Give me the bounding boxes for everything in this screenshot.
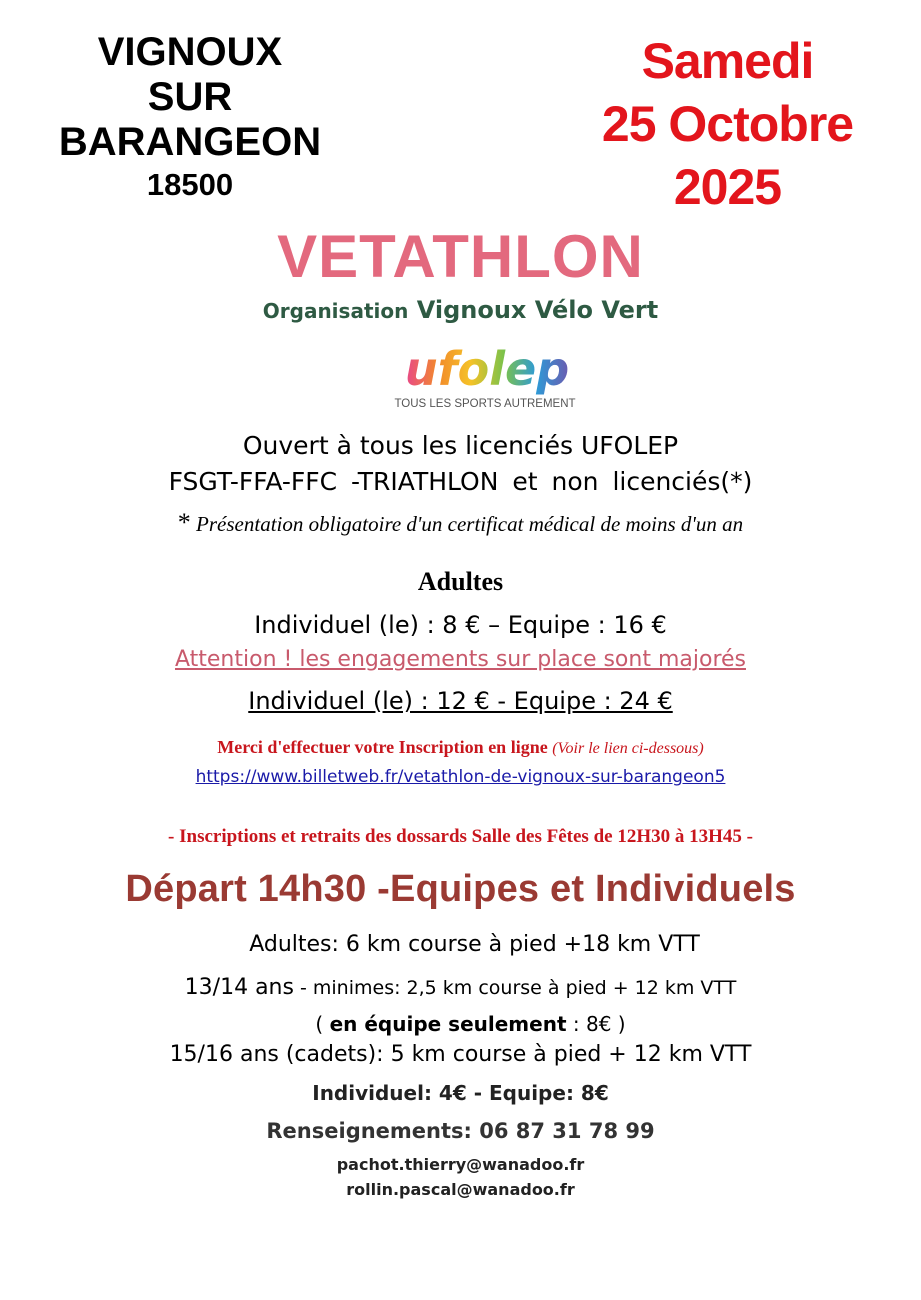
date-year: 2025 (673, 159, 782, 215)
logo-wordmark: ufolep (404, 345, 570, 396)
youth-prices: Individuel: 4€ - Equipe: 8€ (312, 1081, 609, 1105)
date-day: Samedi (641, 33, 814, 89)
eligibility-line-1: Ouvert à tous les licenciés UFOLEP (242, 431, 679, 460)
minimes-details: - minimes: 2,5 km course à pied + 12 km VTT (293, 977, 737, 999)
team-open: ( (315, 1012, 330, 1036)
team-only: en équipe seulement (329, 1012, 567, 1036)
checkin-info: - Inscriptions et retraits des dossards Salle des Fêtes de 12H30 à 13H45 - (168, 826, 753, 847)
town-name-line-2: SUR (147, 75, 233, 119)
organiser-name: Vignoux Vélo Vert (416, 296, 659, 324)
registration-hint: (Voir le lien ci-dessous) (552, 740, 704, 757)
town-name-line-1: VIGNOUX (97, 30, 283, 74)
onsite-price: Individuel (le) : 12 € - Equipe : 24 € (248, 687, 673, 715)
registration-text: Merci d'effectuer votre Inscription en ligne (217, 737, 548, 757)
pricing-heading: Adultes (417, 567, 504, 596)
postcode: 18500 (146, 167, 234, 202)
event-title: VETATHLON (277, 223, 644, 290)
town-block (40, 30, 340, 205)
online-price: Individuel (le) : 8 € – Equipe : 16 € (254, 611, 667, 639)
course-minimes (0, 975, 921, 1000)
eligibility-line-2: FSGT-FFA-FFC -TRIATHLON et non licenciés(*) (168, 467, 753, 496)
event-date (585, 30, 870, 219)
online-registration-note (0, 737, 921, 758)
organiser-prefix: Organisation (262, 299, 409, 323)
logo-tagline: TOUS LES SPORTS AUTREMENT (394, 398, 576, 410)
course-cadets: 15/16 ans (cadets): 5 km course à pied + 12 km VTT (169, 1042, 752, 1067)
medical-note (0, 508, 921, 538)
date-daymonth: 25 Octobre (601, 96, 854, 152)
minimes-age: 13/14 ans (184, 975, 294, 1000)
minimes-team-note (0, 1012, 921, 1036)
registration-link[interactable]: https://www.billetweb.fr/vetathlon-de-vignoux-sur-barangeon5 (195, 767, 726, 787)
contact-email-2[interactable]: rollin.pascal@wanadoo.fr (346, 1180, 575, 1199)
contact-phone: Renseignements: 06 87 31 78 99 (266, 1119, 655, 1143)
note-asterisk: * (177, 508, 191, 537)
eligibility-block (0, 428, 921, 500)
start-time-heading: Départ 14h30 -Equipes et Individuels (125, 868, 796, 910)
onsite-warning: Attention ! les engagements sur place sont majorés (174, 647, 746, 672)
organiser-line (0, 296, 921, 324)
contact-email-1[interactable]: pachot.thierry@wanadoo.fr (336, 1155, 585, 1174)
ufolep-logo (355, 345, 615, 415)
note-text: Présentation obligatoire d'un certificat médical de moins d'un an (196, 512, 744, 536)
course-adultes: Adultes: 6 km course à pied +18 km VTT (249, 932, 700, 957)
town-name-line-3: BARANGEON (58, 120, 322, 164)
team-price: : 8€ ) (566, 1012, 626, 1036)
